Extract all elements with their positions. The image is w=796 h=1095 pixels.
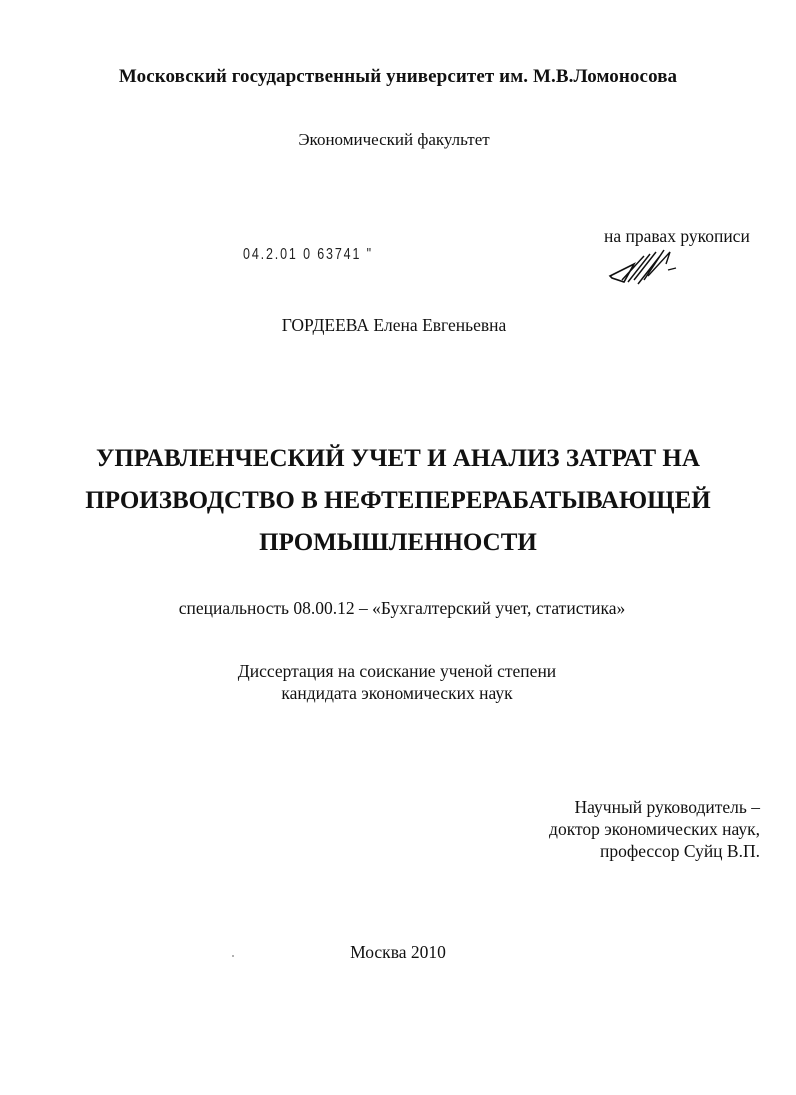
advisor-line: Научный руководитель – [574, 797, 760, 817]
title-line: УПРАВЛЕНЧЕСКИЙ УЧЕТ И АНАЛИЗ ЗАТРАТ НА [96, 445, 700, 472]
manuscript-note: на правах рукописи [604, 226, 750, 246]
archive-stamp-number: 04.2.01 0 63741 " [243, 246, 373, 263]
faculty-name: Экономический факультет [298, 130, 490, 149]
advisor-line: профессор Суйц В.П. [600, 841, 760, 861]
scientific-advisor [549, 796, 760, 862]
specialty: специальность 08.00.12 – «Бухгалтерский учет, статистика» [178, 598, 626, 618]
degree-line: кандидата экономических наук [281, 683, 513, 703]
dissertation-title [0, 438, 796, 564]
title-line: ПРОМЫШЛЕННОСТИ [259, 529, 537, 556]
city-year: Москва 2010 [350, 942, 446, 962]
signature-icon [604, 246, 684, 288]
degree-line: Диссертация на соискание ученой степени [237, 661, 557, 681]
university-name: Московский государственный университет им. М.В.Ломоносова [118, 66, 678, 87]
author-name: ГОРДЕЕВА Елена Евгеньевна [281, 315, 507, 335]
title-line: ПРОИЗВОДСТВО В НЕФТЕПЕРЕРАБАТЫВАЮЩЕЙ [85, 487, 711, 514]
advisor-line: доктор экономических наук, [549, 819, 760, 839]
degree-statement [0, 660, 795, 704]
